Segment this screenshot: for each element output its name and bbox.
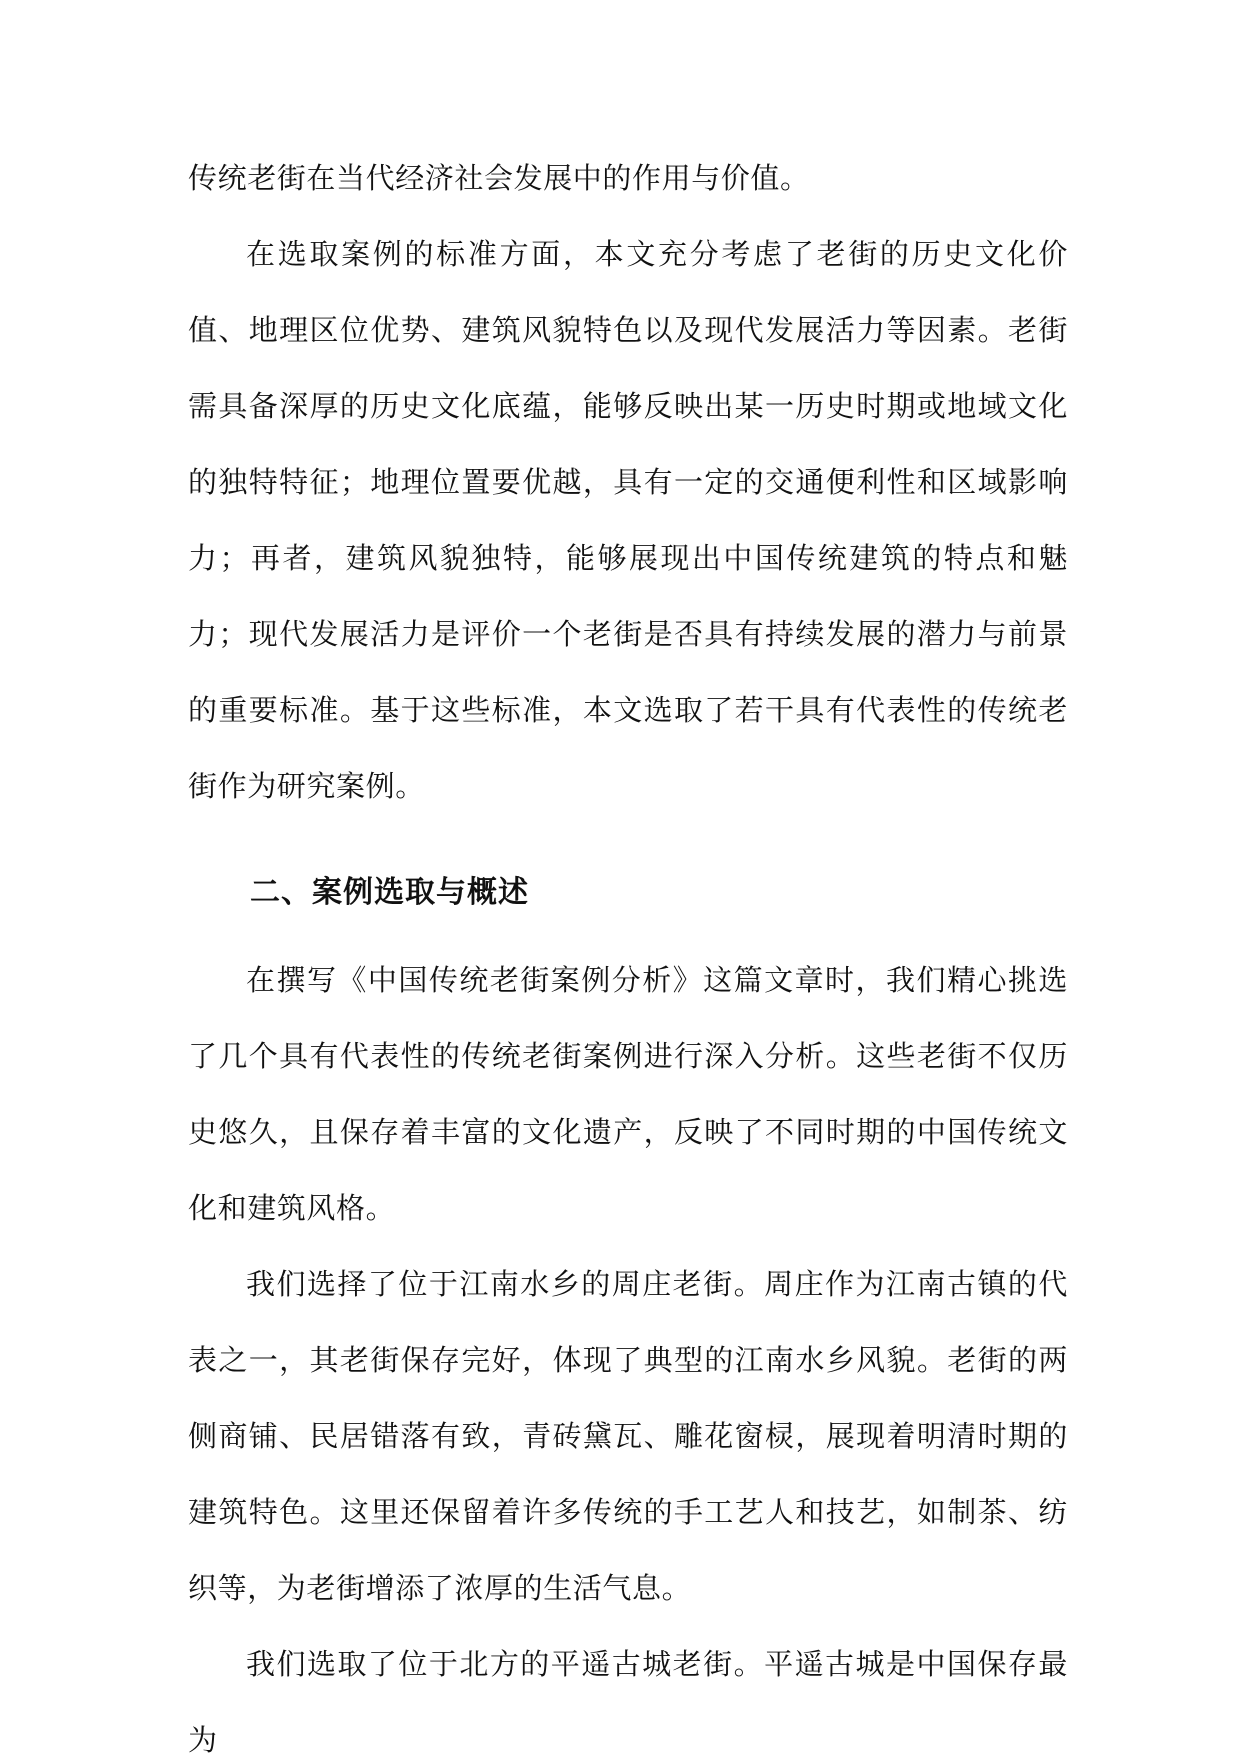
continued-paragraph: 传统老街在当代经济社会发展中的作用与价值。 [188,161,810,195]
document-body [188,140,1068,1754]
body-paragraph: 在撰写《中国传统老街案例分析》这篇文章时，我们精心挑选了几个具有代表性的传统老街案例进行深入分析。这些老街不仅历史悠久，且保存着丰富的文化遗产，反映了不同时期的中国传统文化和建筑风格。 [188,963,1068,1225]
body-paragraph: 我们选取了位于北方的平遥古城老街。平遥古城是中国保存最为 [188,1647,1068,1754]
body-paragraph: 在选取案例的标准方面，本文充分考虑了老街的历史文化价值、地理区位优势、建筑风貌特色以及现代发展活力等因素。老街需具备深厚的历史文化底蕴，能够反映出某一历史时期或地域文化的独特特征；地理位置要优越，具有一定的交通便利性和区域影响力；再者，建筑风貌独特，能够展现出中国传统建筑的特点和魅力；现代发展活力是评价一个老街是否具有持续发展的潜力与前景的重要标准。基于这些标准，本文选取了若干具有代表性的传统老街作为研究案例。 [188,237,1068,803]
section-heading: 二、案例选取与概述 [250,875,529,910]
body-paragraph: 我们选择了位于江南水乡的周庄老街。周庄作为江南古镇的代表之一，其老街保存完好，体现了典型的江南水乡风貌。老街的两侧商铺、民居错落有致，青砖黛瓦、雕花窗棂，展现着明清时期的建筑特色。这里还保留着许多传统的手工艺人和技艺，如制茶、纺织等，为老街增添了浓厚的生活气息。 [188,1267,1068,1605]
